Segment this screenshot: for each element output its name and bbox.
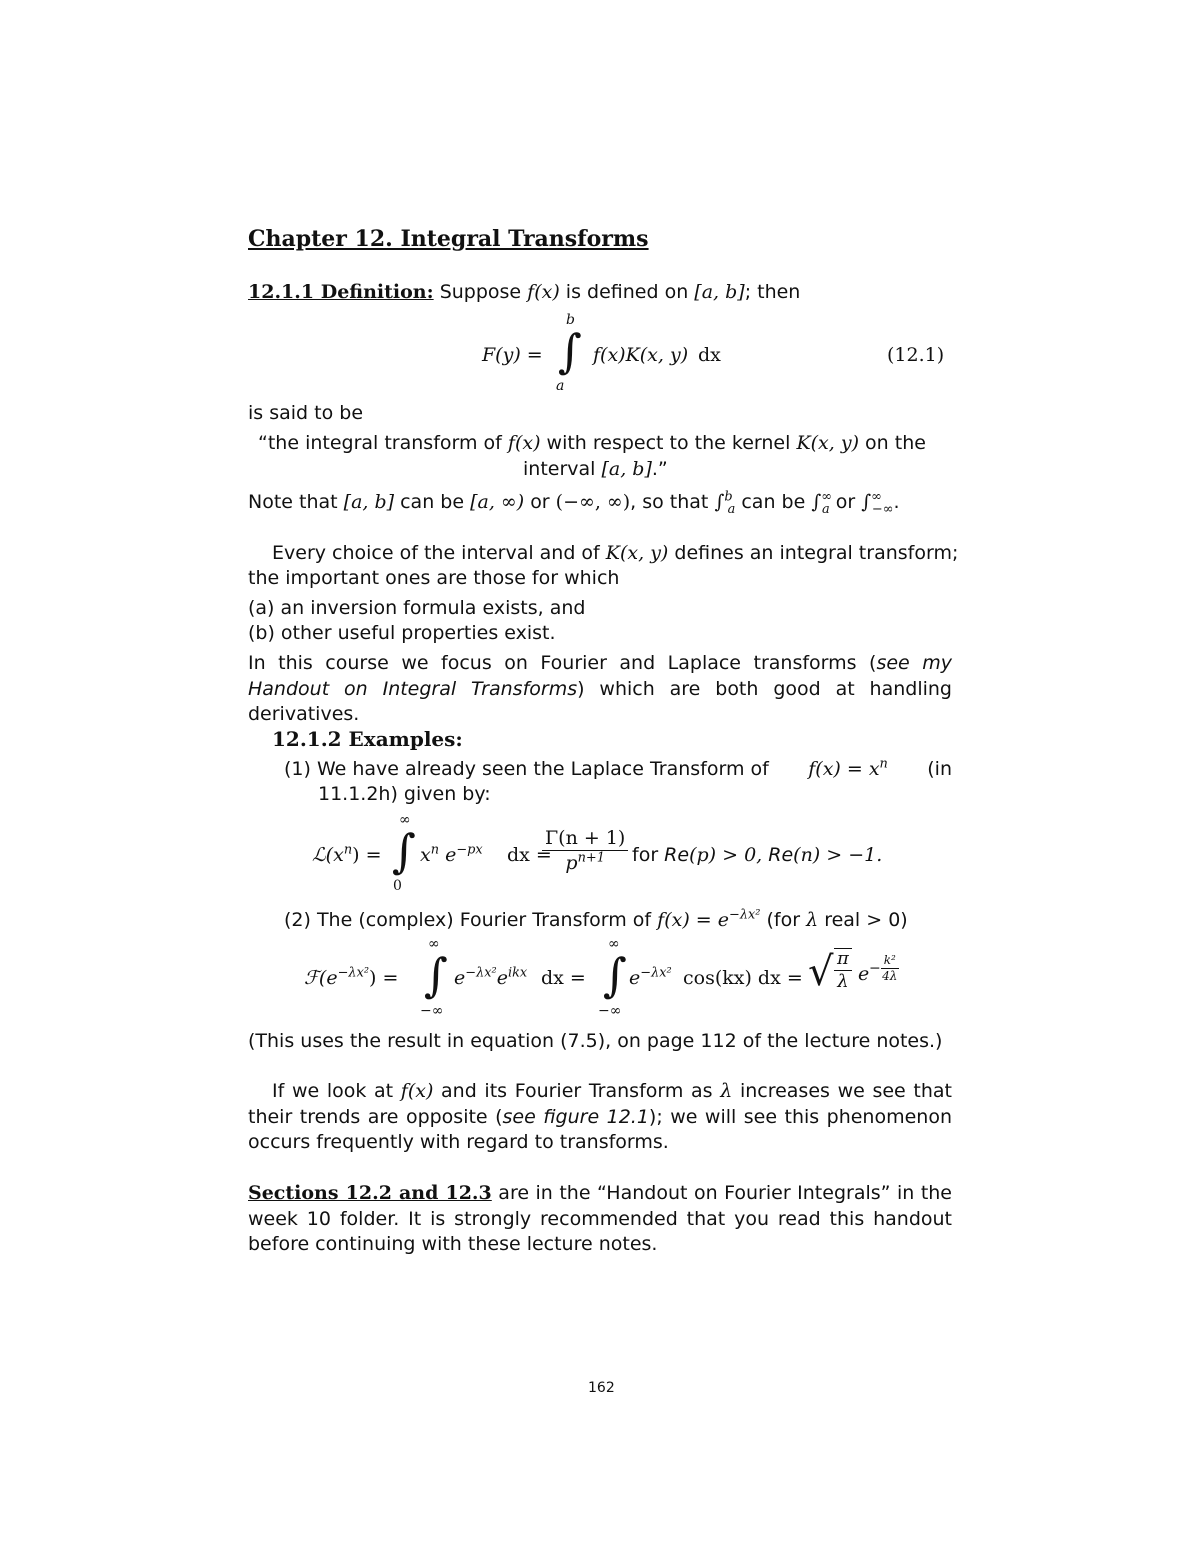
note-end: . bbox=[893, 491, 900, 513]
example-2-c: real > 0) bbox=[824, 909, 908, 931]
fourier-upper-limit-2: ∞ bbox=[608, 936, 620, 952]
note-line bbox=[248, 489, 900, 517]
eq-lower-limit: a bbox=[556, 378, 565, 394]
note-half-infinite: [a, ∞) bbox=[470, 491, 525, 513]
example-2-fx: $f(x) = e^{-\lambda x^2}$ bbox=[657, 907, 761, 931]
fourier-dx-1: dx = bbox=[541, 967, 586, 989]
laplace-integrand: $x^n$ $e^{-px}$ bbox=[420, 842, 483, 866]
fourier-lower-limit-2: −∞ bbox=[598, 1003, 622, 1019]
fourier-cos: cos(kx) dx = bbox=[683, 967, 803, 989]
focus-b: ) which are both good at handling derivatives. bbox=[248, 677, 952, 725]
eq-dx: dx bbox=[698, 344, 721, 366]
definition-intro-a: Suppose bbox=[439, 281, 522, 303]
choice-a: Every choice of the interval and of bbox=[272, 542, 600, 564]
laplace-lhs: $ℒ(x^n)$ = bbox=[312, 842, 382, 866]
note-integral-2: $\int^\infty_a$ bbox=[811, 489, 832, 517]
laplace-lower-limit: 0 bbox=[393, 878, 402, 894]
note-or-2: or bbox=[835, 491, 856, 513]
note-b: can be bbox=[400, 491, 465, 513]
quote-line-1 bbox=[258, 432, 926, 454]
example-1-fx: $f(x) = x^n$ bbox=[808, 756, 888, 780]
sections-heading: Sections 12.2 and 12.3 bbox=[248, 1182, 492, 1204]
choice-kernel: K(x, y) bbox=[605, 542, 669, 564]
note-integral-3: $\int^\infty_{-\infty}$ bbox=[861, 489, 894, 517]
trend-paragraph: If we look at f(x) and its Fourier Transform as λ increases we see that their trends are opposite (see figure 12.1); we will see this phenomenon occurs frequently with regard to transforms. bbox=[248, 1080, 952, 1153]
note-full-line: (−∞, ∞) bbox=[555, 491, 631, 513]
result-exponential: e bbox=[858, 963, 870, 985]
fourier-lhs: $ℱ(e^{-\lambda x^2})$ = bbox=[304, 965, 399, 989]
choice-line-1 bbox=[272, 542, 958, 564]
examples-heading: 12.1.2 Examples: bbox=[272, 727, 463, 751]
focus-a: In this course we focus on Fourier and Laplace transforms ( bbox=[248, 652, 877, 674]
focus-handout-ref: see my Handout on Integral Transforms bbox=[248, 652, 952, 700]
eq-integrand: f(x)K(x, y) bbox=[593, 344, 689, 366]
eq-upper-limit: b bbox=[566, 312, 575, 328]
quote-interval: [a, b] bbox=[601, 458, 652, 480]
example-1-a: (1) We have already seen the Laplace Transform of bbox=[284, 758, 769, 780]
definition-line bbox=[248, 281, 800, 303]
eq-lhs: F(y) = bbox=[482, 344, 543, 366]
note-or-1: or bbox=[530, 491, 550, 513]
quote-a: “the integral transform of bbox=[258, 432, 502, 454]
laplace-numerator: Γ(n + 1) bbox=[542, 827, 628, 851]
definition-intro-c: ; then bbox=[744, 281, 801, 303]
sections-paragraph: Sections 12.2 and 12.3 are in the “Handout on Fourier Integrals” in the week 10 folder. It is strongly recommended that you read this handout before continuing with these lecture notes. bbox=[248, 1182, 952, 1255]
example-1-line-2: 11.1.2h) given by: bbox=[318, 783, 491, 805]
quote-e: .” bbox=[651, 458, 668, 480]
page-number: 162 bbox=[588, 1380, 615, 1396]
laplace-integral-sign: ∫ bbox=[392, 824, 416, 878]
note-d: can be bbox=[741, 491, 806, 513]
uses-result-note: (This uses the result in equation (7.5), on page 112 of the lecture notes.) bbox=[248, 1030, 943, 1052]
sqrt-sign: √ bbox=[808, 949, 834, 995]
quote-d: interval bbox=[523, 458, 596, 480]
example-2-line bbox=[284, 909, 908, 931]
eq-number: (12.1) bbox=[887, 344, 945, 366]
definition-heading: 12.1.1 Definition: bbox=[248, 281, 434, 303]
sqrt-fraction: $\frac{\pi}{\lambda}$ bbox=[834, 948, 852, 992]
note-interval: [a, b] bbox=[343, 491, 395, 513]
example-2-b: (for bbox=[766, 909, 801, 931]
laplace-fraction bbox=[542, 827, 628, 874]
fourier-integrand-1: $e^{-\lambda x^2}e^{ikx}$ bbox=[454, 965, 528, 989]
definition-intro-b: is defined on bbox=[565, 281, 689, 303]
choice-item-a: (a) an inversion formula exists, and bbox=[248, 597, 586, 619]
said-to-be: is said to be bbox=[248, 402, 364, 424]
laplace-upper-limit: ∞ bbox=[399, 812, 411, 828]
note-integral-1: ∫$^b_a$ bbox=[714, 489, 736, 517]
quote-line-2 bbox=[523, 458, 668, 480]
fourier-integrand-2: $e^{-\lambda x^2}$ bbox=[629, 965, 672, 989]
focus-paragraph bbox=[248, 651, 952, 728]
definition-fx: f(x) bbox=[527, 281, 560, 303]
chapter-title: Chapter 12. Integral Transforms bbox=[248, 226, 649, 252]
quote-b: with respect to the kernel bbox=[546, 432, 791, 454]
laplace-dx: dx = bbox=[507, 844, 552, 866]
fourier-upper-limit-1: ∞ bbox=[428, 936, 440, 952]
quote-kernel: K(x, y) bbox=[796, 432, 859, 454]
fourier-lower-limit-1: −∞ bbox=[420, 1003, 444, 1019]
choice-item-b: (b) other useful properties exist. bbox=[248, 622, 556, 644]
example-1-line-1 bbox=[284, 758, 952, 780]
quote-c: on the bbox=[865, 432, 926, 454]
fourier-integral-sign-1: ∫ bbox=[424, 948, 448, 1002]
note-c: , so that bbox=[630, 491, 709, 513]
choice-b: defines an integral transform; bbox=[674, 542, 959, 564]
laplace-denominator: $p^{n+1}$ bbox=[565, 850, 605, 874]
integral-sign: ∫ bbox=[558, 324, 582, 378]
definition-interval: [a, b] bbox=[694, 281, 745, 303]
fourier-integral-sign-2: ∫ bbox=[603, 948, 627, 1002]
result-exponent: − $\frac{\text{k²}}{4\lambda}$ bbox=[869, 953, 898, 983]
example-1-b: (in bbox=[927, 758, 952, 780]
example-2-lambda: λ bbox=[806, 909, 819, 931]
choice-line-2: the important ones are those for which bbox=[248, 567, 620, 589]
quote-fx: f(x) bbox=[507, 432, 541, 454]
example-2-a: (2) The (complex) Fourier Transform of bbox=[284, 909, 652, 931]
laplace-condition: for Re(p) > 0, Re(n) > −1. bbox=[632, 844, 883, 866]
figure-reference: see figure 12.1 bbox=[502, 1105, 649, 1128]
note-a: Note that bbox=[248, 491, 338, 513]
